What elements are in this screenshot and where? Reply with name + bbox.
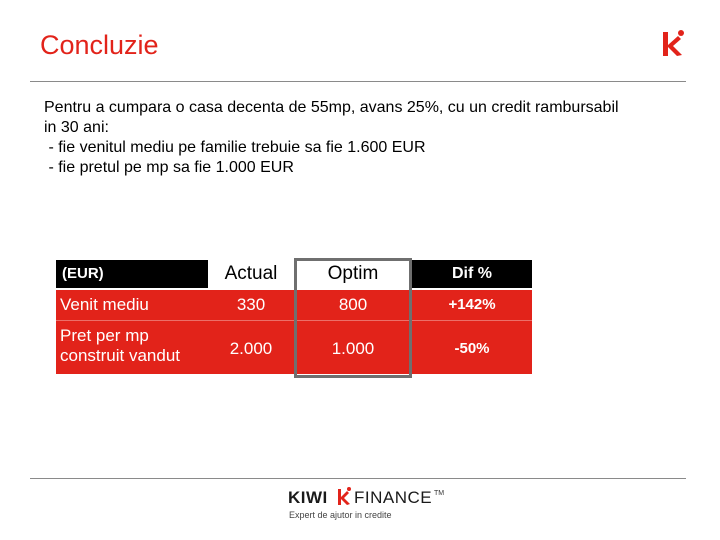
intro-line: Pentru a cumpara o casa decenta de 55mp, avans 25%, cu un credit rambursabil [44,99,619,116]
cell-actual-pret: 2.000 [229,339,273,358]
footer-trademark: TM [434,490,445,497]
row-label-pret [60,326,210,366]
kiwi-k-logo-icon [660,28,686,58]
cell-optim-pret: 1.000 [331,339,375,358]
table-header-label: (EUR) [56,260,208,288]
cell-dif-venit: +142% [448,296,496,313]
cell-optim-venit: 800 [338,295,368,314]
row-label-line: Pret per mp [60,326,149,345]
header-dif: Dif % [412,260,532,288]
cell-actual-venit: 330 [236,295,266,314]
header-optim: Optim [294,258,412,290]
kiwi-k-logo-icon [336,486,352,506]
slide-title: Concluzie [40,30,159,60]
footer-tagline: Expert de ajutor in credite [289,510,392,520]
cell-dif-pret: -50% [454,340,490,357]
footer-brand-finance: FINANCE [354,488,433,507]
intro-line: - fie venitul mediu pe familie trebuie sa fie 1.600 EUR [44,139,426,156]
footer-brand-kiwi: KIWI [288,488,328,507]
intro-text [44,98,704,178]
top-divider [30,81,686,82]
row-label-venit: Venit mediu [60,295,149,314]
row-label-line: construit vandut [60,346,181,365]
intro-line: - fie pretul pe mp sa fie 1.000 EUR [44,159,294,176]
intro-line: in 30 ani: [44,119,109,136]
bottom-divider [30,478,686,479]
header-actual: Actual [208,258,294,290]
optim-highlight-box [294,258,412,378]
